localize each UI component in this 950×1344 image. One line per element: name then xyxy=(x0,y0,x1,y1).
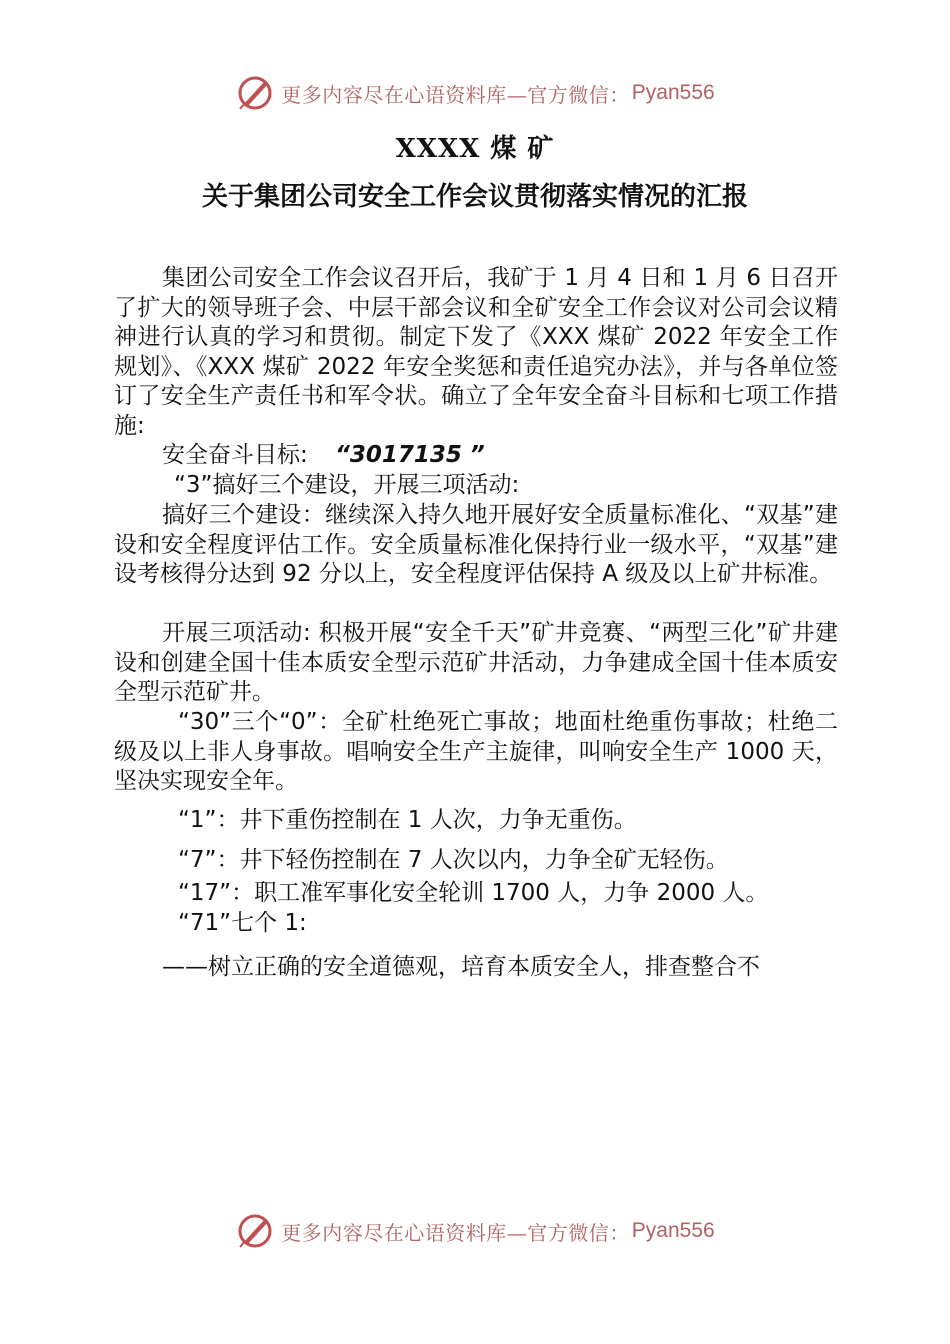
item30-text: “30”三个“0”：全矿杜绝死亡事故；地面杜绝重伤事故；杜绝二级及以上非人身事故。唱响安全生产主旋律，叫响安全生产 1000 天，坚决实现安全年。 xyxy=(114,709,838,794)
report-title: 关于集团公司安全工作会议贯彻落实情况的汇报 xyxy=(201,182,748,212)
item71-line: “71”七个 1: xyxy=(178,910,307,936)
banner-promo-text: 更多内容尽在心语资料库—官方微信： xyxy=(281,1220,630,1245)
item1-line: “1”：井下重伤控制在 1 人次，力争无重伤。 xyxy=(178,807,637,833)
intro-text: 集团公司安全工作会议召开后，我矿于 1 月 4 日和 1 月 6 日召开了扩大的领导班子会、中层干部会议和全矿安全工作会议对公司会议精神进行认真的学习和贯彻。制定下发了《XXX 煤矿 2022 年安全工作规划》、《XXX 煤矿 2022 年安全奖惩和责任追究办法》，并与各单位签订了安全生产责任书和军令状。确立了全年安全奋斗目标和七项工作措施: xyxy=(114,265,838,439)
item3-activity-text: 开展三项活动: 积极开展“安全千天”矿井竞赛、“两型三化”矿井建设和创建全国十佳本质安全型示范矿井活动，力争建成全国十佳本质安全型示范矿井。 xyxy=(114,620,838,705)
item71-first-line: ——树立正确的安全道德观，培育本质安全人，排查整合不 xyxy=(162,954,760,980)
banner-wechat-id: Pyan556 xyxy=(631,81,715,104)
item3-heading: “3”搞好三个建设，开展三项活动: xyxy=(174,472,520,498)
item3-activity-paragraph xyxy=(114,619,838,708)
company-title: XXXX 煤 矿 xyxy=(395,134,555,164)
item3-build-paragraph xyxy=(114,501,838,590)
quill-logo-icon xyxy=(235,73,275,113)
goal-label: 安全奋斗目标: xyxy=(162,442,308,468)
item17-line: “17”：职工准军事化安全轮训 1700 人，力争 2000 人。 xyxy=(178,880,769,906)
item7-line: “7”：井下轻伤控制在 7 人次以内，力争全矿无轻伤。 xyxy=(178,847,729,873)
quill-logo-icon xyxy=(235,1211,275,1251)
bottom-watermark-banner xyxy=(0,1209,950,1253)
banner-wechat-id: Pyan556 xyxy=(631,1219,715,1242)
item30-paragraph xyxy=(114,708,838,797)
goal-line xyxy=(114,441,886,471)
top-watermark-banner xyxy=(0,71,950,115)
goal-code: “3017135 ” xyxy=(335,442,485,468)
item3-build-text: 搞好三个建设：继续深入持久地开展好安全质量标准化、“双基”建设和安全程度评估工作。安全质量标准化保持行业一级水平，“双基”建设考核得分达到 92 分以上，安全程度评估保持 A 级及以上矿井标准。 xyxy=(114,502,838,587)
banner-promo-text: 更多内容尽在心语资料库—官方微信： xyxy=(281,82,630,107)
intro-paragraph xyxy=(114,264,838,441)
